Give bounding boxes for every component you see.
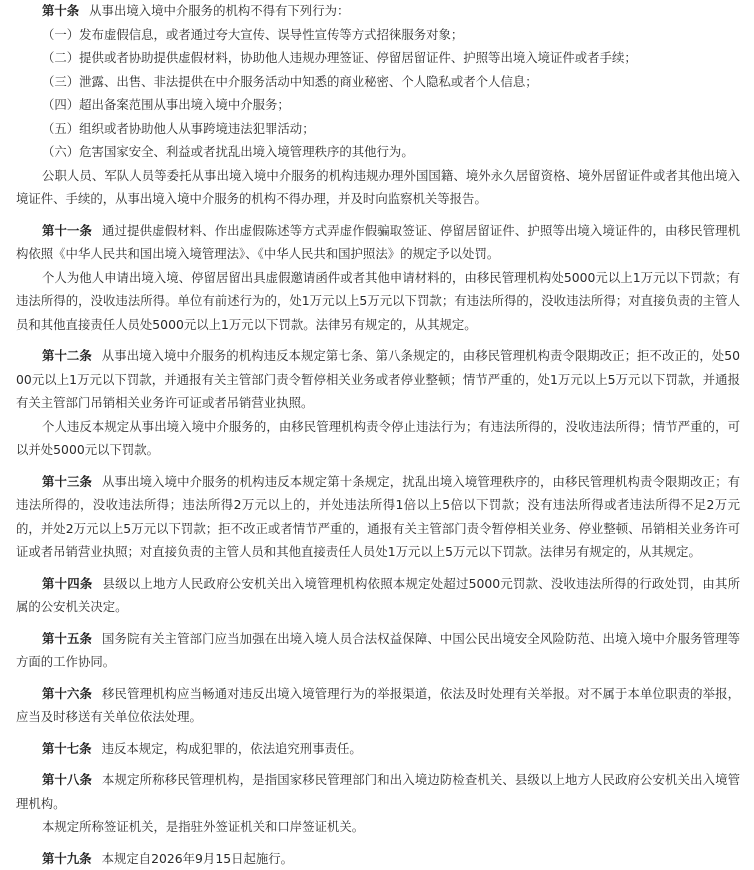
article-10-item-6: （六）危害国家安全、利益或者扰乱出境入境管理秩序的其他行为。 — [16, 140, 740, 164]
article-18 — [16, 768, 740, 839]
article-number: 第十六条 — [42, 686, 92, 701]
article-18-lead — [16, 768, 740, 815]
article-18-paragraph-2: 本规定所称签证机关，是指驻外签证机关和口岸签证机关。 — [16, 815, 740, 839]
article-10-item-3: （三）泄露、出售、非法提供在中介服务活动中知悉的商业秘密、个人隐私或者个人信息； — [16, 70, 740, 94]
article-number: 第十四条 — [42, 576, 93, 591]
article-text: 通过提供虚假材料、作出虚假陈述等方式弄虚作假骗取签证、停留居留证件、护照等出境入境证件的，由移民管理机构依照《中华人民共和国出境入境管理法》、《中华人民共和国护照法》的规定予以处罚。 — [16, 223, 740, 262]
article-10-paragraph-2: 公职人员、军队人员等委托从事出境入境中介服务的机构违规办理外国国籍、境外永久居留资格、境外居留证件或者其他出境入境证件、手续的，从事出境入境中介服务的机构不得办理，并及时向监察机关等报告。 — [16, 164, 740, 211]
article-10-item-2: （二）提供或者协助提供虚假材料，协助他人违规办理签证、停留居留证件、护照等出境入境证件或者手续； — [16, 46, 740, 70]
article-text: 从事出境入境中介服务的机构违反本规定第十条规定，扰乱出境入境管理秩序的，由移民管理机构责令限期改正；有违法所得的，没收违法所得；违法所得2万元以上的，并处违法所得1倍以上5倍以下罚款；没有违法所得或者违法所得不足2万元的，并处2万元以上5万元以下罚款；拒不改正或者情节严重的，通报有关主管部门责令暂停相关业务、停业整顿、吊销相关业务许可证或者吊销营业执照；对直接负责的主管人员和其他直接责任人员处1万元以上5万元以下罚款。法律另有规定的，从其规定。 — [16, 474, 740, 560]
article-10-item-5: （五）组织或者协助他人从事跨境违法犯罪活动； — [16, 117, 740, 141]
article-11-paragraph-2: 个人为他人申请出境入境、停留居留出具虚假邀请函件或者其他申请材料的，由移民管理机构处5000元以上1万元以下罚款；有违法所得的，没收违法所得。单位有前述行为的，处1万元以上5万元以下罚款；有违法所得的，没收违法所得；对直接负责的主管人员和其他直接责任人员处5000元以上1万元以下罚款。法律另有规定的，从其规定。 — [16, 266, 740, 337]
article-16 — [16, 682, 740, 729]
article-13-lead — [16, 470, 740, 564]
article-number: 第十八条 — [42, 772, 92, 787]
article-10-lead — [16, 0, 740, 23]
article-17-lead — [16, 737, 740, 761]
article-12 — [16, 344, 740, 462]
article-12-lead — [16, 344, 740, 415]
article-number: 第十一条 — [42, 223, 92, 238]
article-text: 县级以上地方人民政府公安机关出入境管理机构依照本规定处超过5000元罚款、没收违法所得的行政处罚，由其所属的公安机关决定。 — [16, 576, 740, 615]
article-14 — [16, 572, 740, 619]
article-19 — [16, 847, 740, 870]
article-10-item-1: （一）发布虚假信息，或者通过夸大宣传、误导性宣传等方式招徕服务对象； — [16, 23, 740, 47]
article-10 — [16, 0, 740, 211]
article-11 — [16, 219, 740, 337]
article-number: 第十五条 — [42, 631, 92, 646]
article-number: 第十九条 — [42, 851, 92, 866]
article-10-item-4: （四）超出备案范围从事出境入境中介服务； — [16, 93, 740, 117]
article-14-lead — [16, 572, 740, 619]
article-text: 国务院有关主管部门应当加强在出境入境人员合法权益保障、中国公民出境安全风险防范、出境入境中介服务管理等方面的工作协同。 — [16, 631, 740, 670]
article-number: 第十三条 — [42, 474, 92, 489]
article-text: 违反本规定，构成犯罪的，依法追究刑事责任。 — [102, 741, 362, 756]
article-16-lead — [16, 682, 740, 729]
article-text: 本规定自2026年9月15日起施行。 — [102, 851, 293, 866]
article-15-lead — [16, 627, 740, 674]
article-text: 本规定所称移民管理机构，是指国家移民管理部门和出入境边防检查机关、县级以上地方人民政府公安机关出入境管理机构。 — [16, 772, 740, 811]
article-13 — [16, 470, 740, 564]
article-text: 从事出境入境中介服务的机构违反本规定第七条、第八条规定的，由移民管理机构责令限期改正；拒不改正的，处5000元以上1万元以下罚款，并通报有关主管部门责令暂停相关业务或者停业整顿；情节严重的，处1万元以上5万元以下罚款，并通报有关主管部门吊销相关业务许可证或者吊销营业执照。 — [16, 348, 740, 410]
article-text: 移民管理机构应当畅通对违反出境入境管理行为的举报渠道，依法及时处理有关举报。对不属于本单位职责的举报，应当及时移送有关单位依法处理。 — [16, 686, 740, 725]
article-number: 第十条 — [42, 3, 79, 18]
article-number: 第十二条 — [42, 348, 92, 363]
article-15 — [16, 627, 740, 674]
article-17 — [16, 737, 740, 761]
article-text: 从事出境入境中介服务的机构不得有下列行为： — [89, 3, 349, 18]
article-12-paragraph-2: 个人违反本规定从事出境入境中介服务的，由移民管理机构责令停止违法行为；有违法所得的，没收违法所得；情节严重的，可以并处5000元以下罚款。 — [16, 415, 740, 462]
article-11-lead — [16, 219, 740, 266]
article-number: 第十七条 — [42, 741, 92, 756]
article-19-lead — [16, 847, 740, 870]
